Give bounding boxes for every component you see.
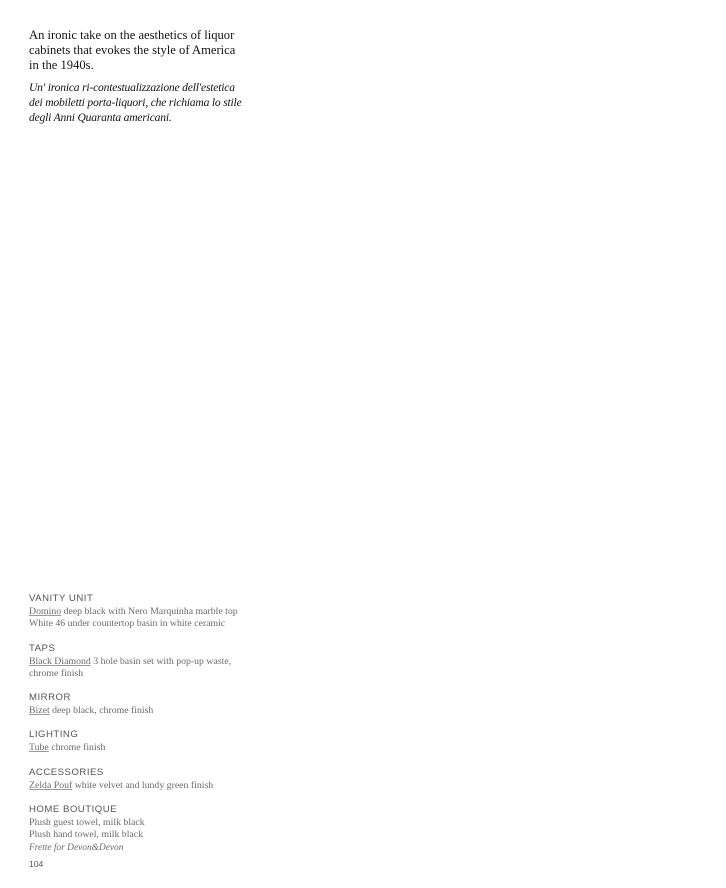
product-link-bizet[interactable]: Bizet: [29, 705, 50, 717]
spec-line: [29, 705, 329, 717]
intro-text-block: [29, 28, 244, 125]
spec-credit: Frette for Devon&Devon: [29, 842, 124, 853]
intro-italian: Un' ironica ri-contestualizzazione dell'estetica dei mobiletti porta-liquori, che richiama lo stile degli Anni Quaranta americani.: [29, 81, 242, 124]
spec-description: deep black with Nero Marquinha marble top: [61, 606, 238, 617]
spec-line: [29, 780, 329, 792]
spec-line: Plush guest towel, milk black: [29, 817, 145, 829]
spec-home-boutique: [29, 803, 329, 854]
spec-description: 3 hole basin set with pop-up waste,: [90, 655, 232, 667]
intro-english: An ironic take on the aesthetics of liquor cabinets that evokes the style of America in the 1940s.: [29, 28, 236, 72]
spec-line: Plush hand towel, milk black: [29, 829, 144, 841]
product-link-tube[interactable]: Tube: [29, 742, 49, 754]
product-specs: [29, 592, 329, 865]
page-number: 104: [29, 859, 44, 869]
product-link-domino[interactable]: Domino: [29, 606, 62, 617]
spec-line: [29, 606, 329, 618]
spec-vanity-unit: [29, 592, 329, 631]
product-link-zelda-pouf[interactable]: Zelda Pouf: [29, 779, 73, 791]
spec-lighting: [29, 728, 329, 754]
spec-heading: LIGHTING: [29, 729, 79, 741]
spec-description: deep black, chrome finish: [49, 705, 154, 717]
product-link-black-diamond[interactable]: Black Diamond: [29, 655, 91, 667]
spec-line: [29, 656, 329, 668]
spec-heading: HOME BOUTIQUE: [29, 804, 118, 816]
spec-heading: MIRROR: [29, 692, 71, 704]
spec-line: White 46 under countertop basin in white ceramic: [29, 618, 226, 630]
spec-heading: TAPS: [29, 642, 56, 654]
spec-line: chrome finish: [29, 667, 84, 679]
spec-description: chrome finish: [48, 742, 106, 754]
spec-heading: ACCESSORIES: [29, 766, 104, 778]
spec-accessories: [29, 766, 329, 792]
spec-taps: [29, 642, 329, 681]
spec-mirror: [29, 691, 329, 717]
spec-heading: VANITY UNIT: [29, 593, 94, 604]
spec-description: white velvet and lundy green finish: [72, 779, 214, 791]
spec-line: [29, 742, 329, 754]
